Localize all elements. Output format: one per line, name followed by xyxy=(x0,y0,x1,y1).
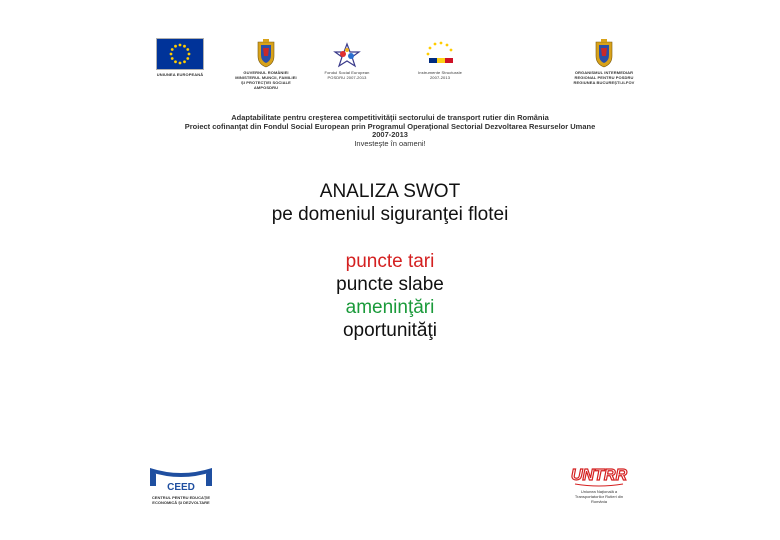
ceed-wordmark: CEED xyxy=(167,482,195,493)
is-caption-1: Instrumente Structurale xyxy=(418,70,462,75)
gov-caption-2: MINISTERUL MUNCII, FAMILIEI xyxy=(235,75,297,80)
organism-intermediar-logo xyxy=(566,38,642,85)
gov-caption-4: AMPOSDRU xyxy=(253,85,279,90)
title-line-1: ANALIZA SWOT xyxy=(319,181,461,202)
fse-caption-1: Fondul Social European xyxy=(324,70,370,75)
government-logo xyxy=(230,38,302,90)
instrumente-structurale-logo xyxy=(410,38,470,80)
untrr-logo xyxy=(562,460,636,504)
project-cofinance-line: Proiect cofinanţat din Fondul Social European prin Programul Operaţional Sectorial Dezvoltarea Resurselor Umane xyxy=(184,121,596,131)
ceed-emblem-icon xyxy=(148,464,214,494)
fse-star-icon xyxy=(329,42,365,68)
swot-threats: ameninţări xyxy=(345,297,435,318)
eu-logo xyxy=(150,38,210,77)
untrr-caption-1: Uniunea Naţională a xyxy=(580,489,618,494)
project-title-line: Adaptabilitate pentru creşterea competitivităţii sectorului de transport rutier din România xyxy=(231,113,549,122)
untrr-caption-2: Transportatorilor Rutieri din xyxy=(574,494,624,499)
swot-opportunities: oportunităţi xyxy=(342,320,437,341)
eu-flag-icon xyxy=(156,38,204,70)
untrr-caption-3: România xyxy=(590,499,607,504)
ceed-caption-1: CENTRUL PENTRU EDUCAŢIE xyxy=(151,495,211,500)
eu-caption: UNIUNEA EUROPEANĂ xyxy=(156,72,204,77)
romania-crest-icon xyxy=(255,38,277,68)
project-slogan-line: Investeşte în oameni! xyxy=(354,138,426,148)
fse-logo xyxy=(318,42,376,80)
title-line-2: pe domeniul siguranţei flotei xyxy=(271,204,509,225)
project-period-line: 2007-2013 xyxy=(372,130,408,140)
swot-weaknesses: puncte slabe xyxy=(336,274,444,295)
oi-caption-3: REGIUNEA BUCUREŞTI-ILFOV xyxy=(573,80,635,85)
is-caption-2: 2007-2013 xyxy=(429,75,451,80)
swot-list xyxy=(240,250,540,342)
romania-crest-icon xyxy=(593,38,615,68)
fse-caption-2: POSDRU 2007-2013 xyxy=(327,75,367,80)
untrr-wordmark: UNTRR xyxy=(571,467,627,484)
untrr-wordmark-icon xyxy=(569,460,629,488)
gov-caption-3: ŞI PROTECŢIEI SOCIALE xyxy=(241,80,291,85)
gov-caption-1: GUVERNUL ROMÂNIEI xyxy=(243,70,289,75)
oi-caption-2: REGIONAL PENTRU POSDRU xyxy=(574,75,634,80)
project-header xyxy=(140,114,640,148)
swot-strengths: puncte tari xyxy=(345,251,435,272)
oi-caption-1: ORGANISMUL INTERMEDIAR xyxy=(574,70,634,75)
document-title xyxy=(140,180,640,226)
instrumente-structurale-icon xyxy=(420,38,460,68)
ceed-logo xyxy=(140,464,222,505)
ceed-caption-2: ECONOMICĂ ŞI DEZVOLTARE xyxy=(152,500,210,505)
